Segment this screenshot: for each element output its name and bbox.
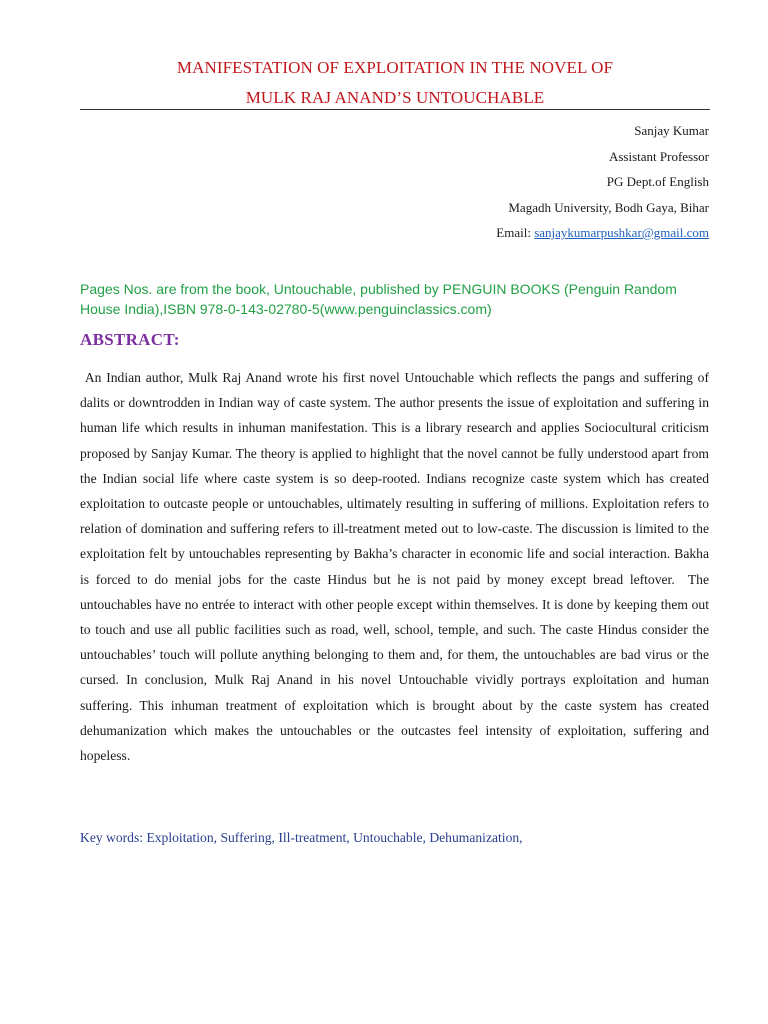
author-info: [496, 118, 709, 246]
title-divider: [80, 109, 710, 110]
email-label: Email:: [496, 225, 535, 240]
abstract-body: An Indian author, Mulk Raj Anand wrote his first novel Untouchable which reflects the pangs and suffering of dalits or downtrodden in Indian way of caste system. The author presents the issue of exploitation and suffering in human life which results in inhuman manifestation. This is a library research and applies Sociocultural criticism proposed by Sanjay Kumar. The theory is applied to highlight that the novel cannot be fully understood apart from the Indian social life where caste system is so deep-rooted. Indians recognize caste system which has created exploitation to outcaste people or untouchables, ultimately resulting in suffering of millions. Exploitation refers to relation of domination and suffering refers to ill-treatment meted out to low-caste. The discussion is limited to the exploitation felt by untouchables representing by Bakha’s character in economic life and social interaction. Bakha is forced to do menial jobs for the caste Hindus but he is not paid by money except bread leftover. The untouchables have no entrée to interact with other people except within themselves. It is done by keeping them out to touch and use all public facilities such as road, well, school, temple, and such. The caste Hindus consider the untouchables’ touch will pollute anything belonging to them and, for them, the untouchables are bad virus or the cursed. In conclusion, Mulk Raj Anand in his novel Untouchable vividly portrays exploitation and human suffering. This inhuman treatment of exploitation which is brought about by the caste system has created dehumanization which makes the untouchables or the outcastes feel intensity of exploitation, suffering and hopeless.: [80, 370, 713, 764]
author-department: PG Dept.of English: [606, 174, 709, 189]
author-university: Magadh University, Bodh Gaya, Bihar: [508, 199, 709, 215]
page-source-note: Pages Nos. are from the book, Untouchable, published by PENGUIN BOOKS (Penguin Random House India),ISBN 978-0-143-02780-5(www.penguinclassics.com): [80, 281, 677, 317]
email-link[interactable]: sanjaykumarpushkar@gmail.com: [534, 225, 709, 240]
paper-title-line-1: MANIFESTATION OF EXPLOITATION IN THE NOVEL OF: [176, 58, 614, 77]
keywords: Key words: Exploitation, Suffering, Ill-treatment, Untouchable, Dehumanization,: [80, 830, 523, 845]
abstract-heading: ABSTRACT:: [80, 330, 180, 349]
author-email-line: [496, 220, 709, 246]
paper-title-line-2: MULK RAJ ANAND’S UNTOUCHABLE: [245, 88, 545, 107]
author-name: Sanjay Kumar: [634, 123, 709, 138]
author-position: Assistant Professor: [608, 148, 709, 164]
